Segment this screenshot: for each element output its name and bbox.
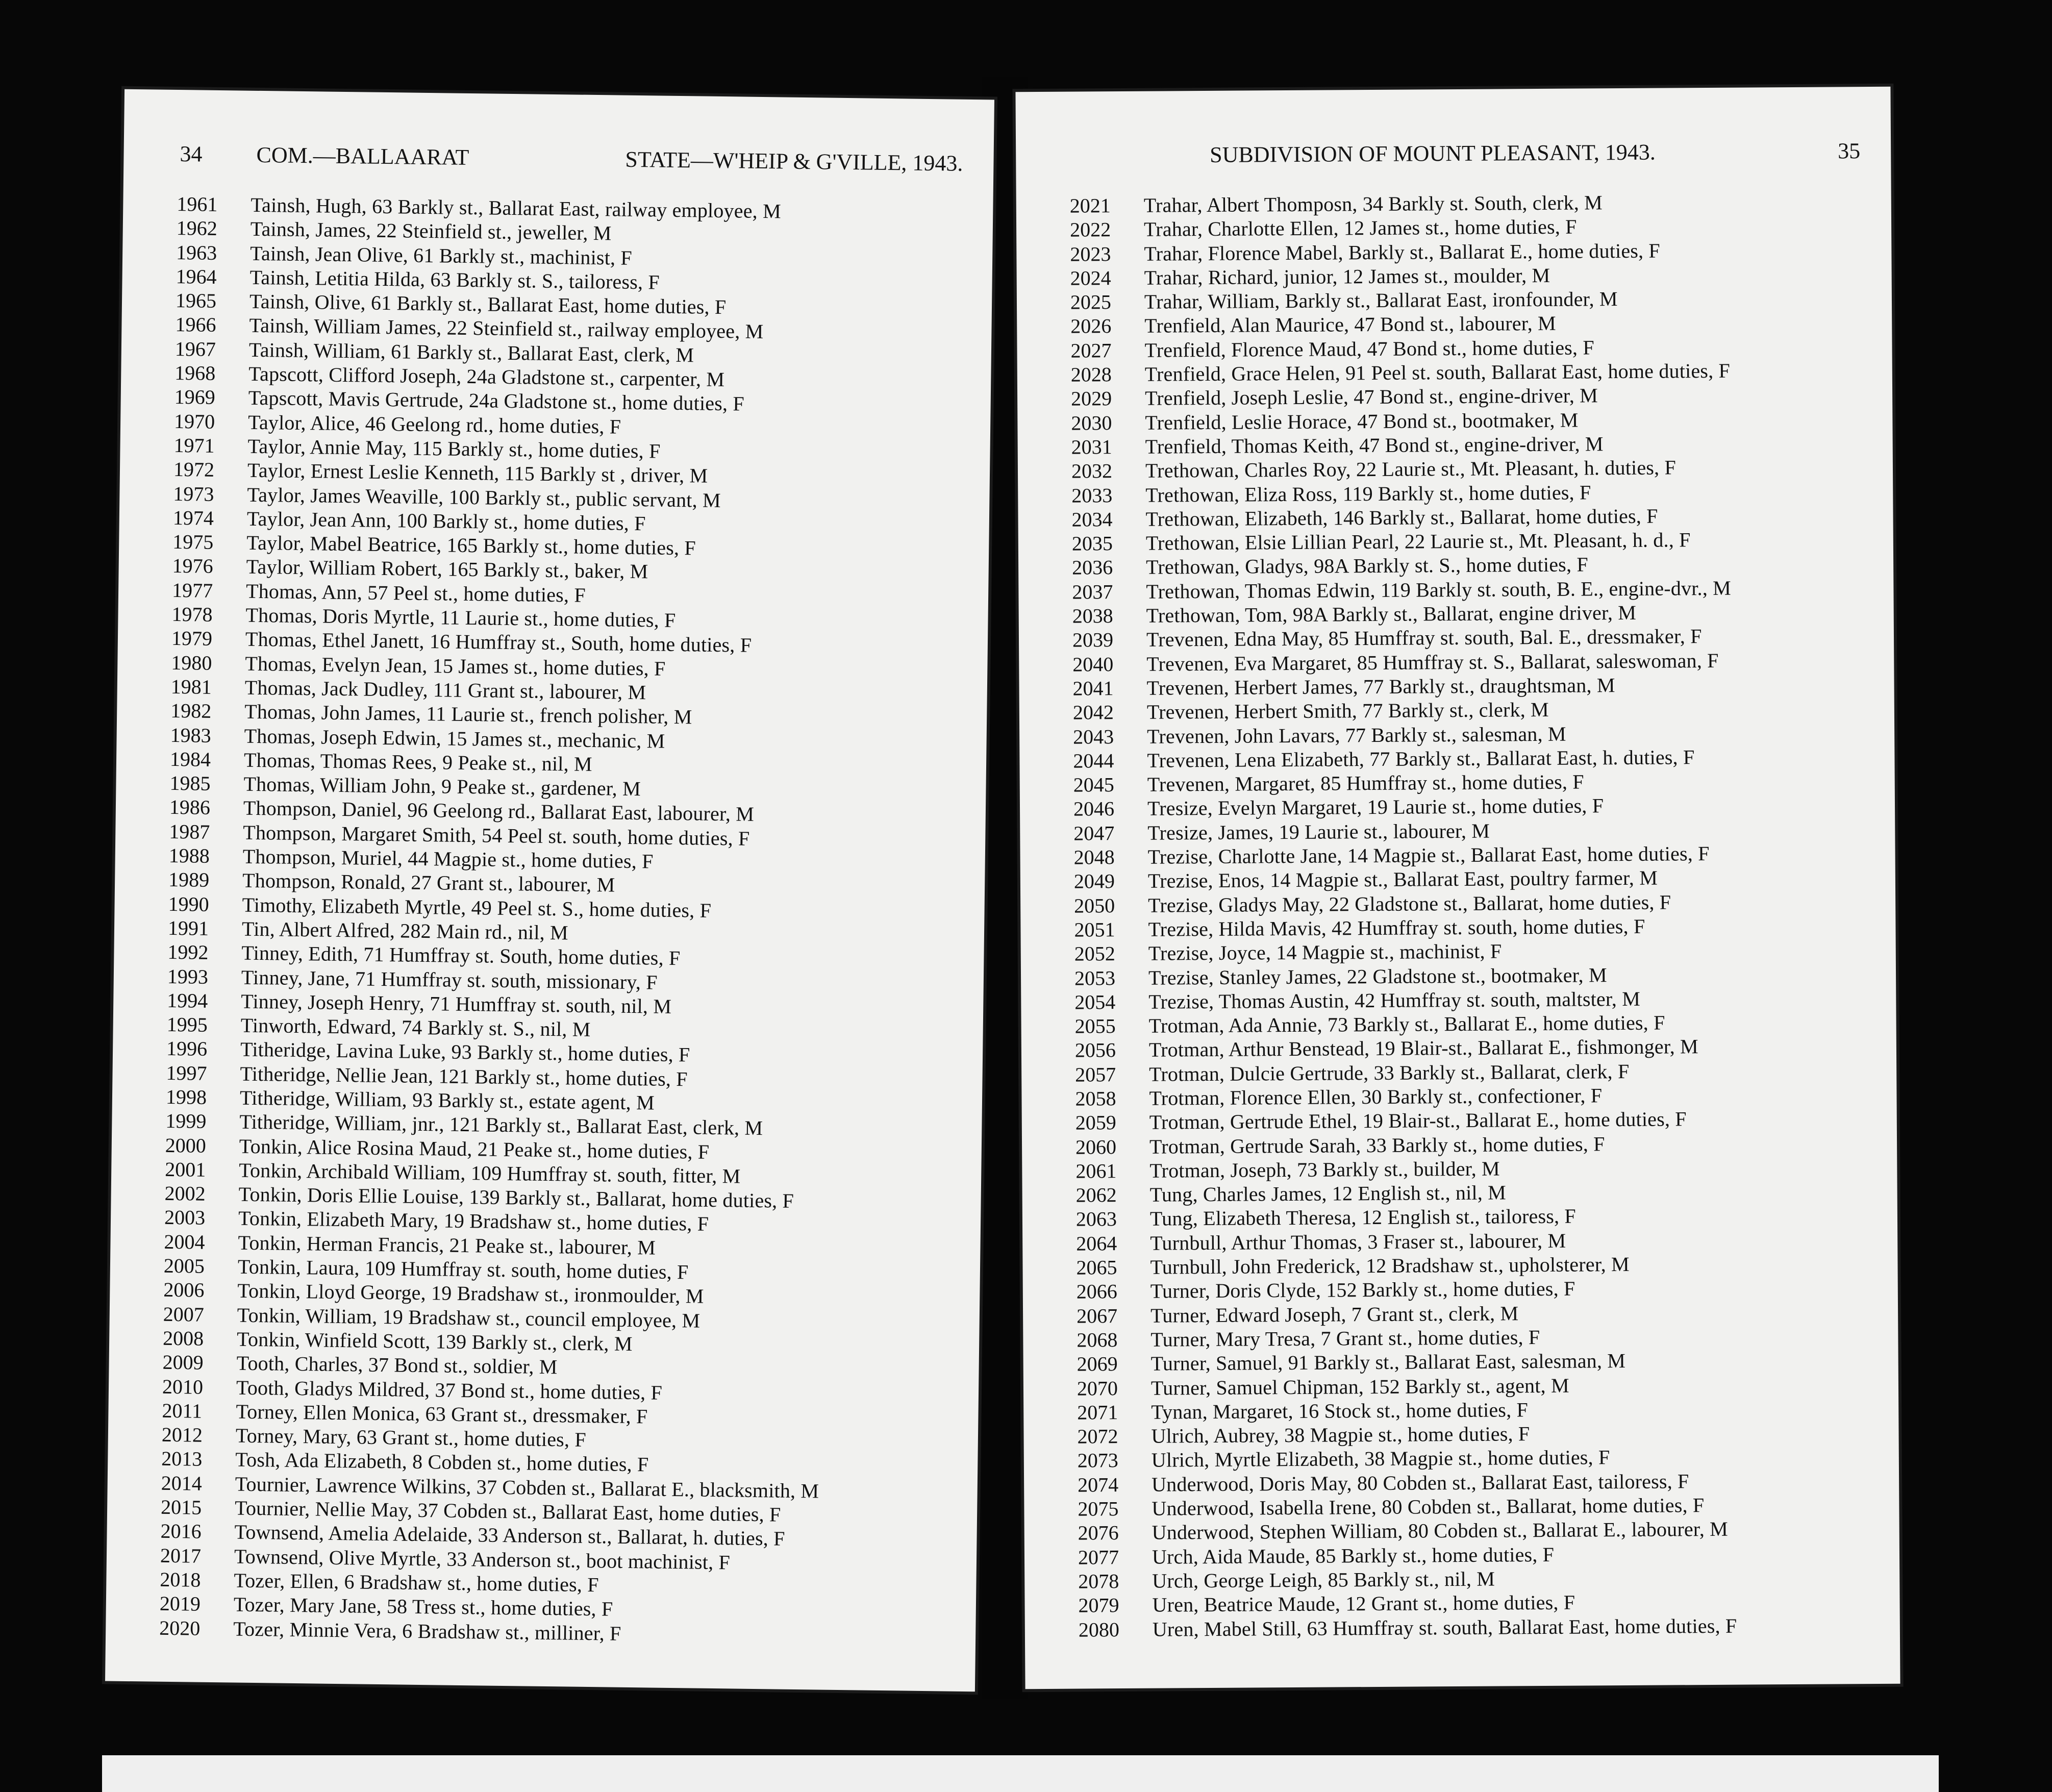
entry-number: 1998	[165, 1085, 207, 1109]
entry-number: 2010	[162, 1375, 204, 1399]
entry-number: 2024	[1070, 266, 1111, 290]
left-entry-list	[159, 192, 973, 1650]
entry-text: Thomas, Doris Myrtle, 11 Laurie st., home duties, F	[245, 603, 676, 632]
entry-number: 1989	[168, 868, 210, 892]
entry-number: 1995	[166, 1012, 208, 1036]
entry-text: Trethowan, Elizabeth, 146 Barkly st., Ballarat, home duties, F	[1145, 504, 1658, 531]
entry-number: 1982	[170, 699, 212, 723]
entry-number: 2053	[1074, 966, 1116, 990]
entry-text: Tinney, Edith, 71 Humffray st. South, home duties, F	[241, 941, 681, 970]
entry-text: Tresize, Evelyn Margaret, 19 Laurie st., home duties, F	[1147, 794, 1604, 820]
entry-number: 2057	[1075, 1062, 1116, 1086]
entry-number: 1992	[167, 940, 209, 964]
entry-text: Trethowan, Tom, 98A Barkly st., Ballarat, engine driver, M	[1146, 601, 1637, 627]
entry-text: Tonkin, Doris Ellie Louise, 139 Barkly st., Ballarat, home duties, F	[238, 1182, 794, 1213]
entry-number: 2042	[1072, 701, 1114, 724]
entry-number: 2016	[160, 1520, 202, 1544]
entry-text: Thomas, William John, 9 Peake st., gardener, M	[243, 772, 641, 801]
entry-text: Tozer, Mary Jane, 58 Tress st., home duties, F	[233, 1592, 613, 1621]
left-page	[105, 89, 994, 1692]
right-page	[1015, 87, 1900, 1689]
entry-text: Tozer, Minnie Vera, 6 Bradshaw st., milliner, F	[233, 1617, 621, 1645]
entry-text: Townsend, Amelia Adelaide, 33 Anderson st., Ballarat, h. duties, F	[234, 1520, 785, 1551]
entry-number: 2051	[1074, 918, 1115, 941]
entry-text: Turner, Samuel Chipman, 152 Barkly st., agent, M	[1150, 1374, 1569, 1400]
entry-text: Taylor, James Weaville, 100 Barkly st., public servant, M	[247, 483, 721, 512]
entry-text: Townsend, Olive Myrtle, 33 Anderson st., boot machinist, F	[234, 1545, 731, 1574]
entry-text: Urch, George Leigh, 85 Barkly st., nil, M	[1152, 1567, 1495, 1592]
entry-number: 2009	[162, 1351, 204, 1375]
entry-text: Taylor, William Robert, 165 Barkly st., baker, M	[246, 555, 648, 583]
entry-text: Ulrich, Aubrey, 38 Magpie st., home duties, F	[1151, 1422, 1530, 1448]
entry-number: 1986	[169, 795, 211, 819]
next-page-edge	[102, 1755, 1939, 1792]
entry-number: 2036	[1072, 556, 1113, 580]
entry-number: 1984	[169, 747, 211, 771]
entry-text: Thomas, John James, 11 Laurie st., french polisher, M	[244, 700, 692, 729]
entry-number: 2052	[1074, 942, 1115, 965]
left-header-title: COM.—BALLAARAT	[256, 142, 469, 170]
entry-number: 1990	[168, 892, 209, 916]
entry-number: 2074	[1077, 1473, 1119, 1497]
entry-text: Uren, Beatrice Maude, 12 Grant st., home duties, F	[1152, 1590, 1575, 1616]
entry-text: Trevenen, Herbert Smith, 77 Barkly st., clerk, M	[1146, 698, 1549, 724]
entry-text: Tozer, Ellen, 6 Bradshaw st., home duties, F	[234, 1569, 599, 1597]
entry-number: 2039	[1072, 628, 1114, 652]
entry-text: Tonkin, Winfield Scott, 139 Barkly st., clerk, M	[236, 1327, 633, 1355]
entry-number: 1993	[167, 964, 209, 988]
entry-text: Tapscott, Mavis Gertrude, 24a Gladstone st., home duties, F	[248, 386, 745, 415]
entry-number: 1964	[176, 264, 217, 288]
entry-number: 2002	[164, 1181, 206, 1205]
entry-number: 1987	[169, 819, 210, 843]
entry-text: Titheridge, William, 93 Barkly st., estate agent, M	[239, 1086, 655, 1114]
entry-number: 1981	[170, 675, 212, 699]
entry-number: 2023	[1070, 242, 1111, 266]
entry-number: 1970	[173, 409, 215, 433]
entry-number: 2030	[1071, 411, 1112, 435]
entry-text: Thomas, Jack Dudley, 111 Grant st., labourer, M	[244, 676, 646, 704]
entry-number: 2001	[164, 1157, 206, 1181]
entry-number: 1967	[174, 337, 216, 361]
entry-text: Trotman, Ada Annie, 73 Barkly st., Ballarat E., home duties, F	[1148, 1011, 1665, 1037]
entry-number: 2035	[1071, 532, 1113, 555]
entry-text: Trenfield, Alan Maurice, 47 Bond st., labourer, M	[1144, 312, 1556, 338]
entry-text: Torney, Mary, 63 Grant st., home duties, F	[235, 1424, 587, 1452]
entry-number: 2056	[1074, 1038, 1116, 1062]
entry-text: Titheridge, Nellie Jean, 121 Barkly st., home duties, F	[240, 1062, 688, 1091]
entry-number: 2037	[1072, 580, 1113, 604]
entry-text: Trahar, Charlotte Ellen, 12 James st., home duties, F	[1143, 215, 1577, 241]
entry-number: 1976	[172, 554, 213, 578]
entry-number: 1997	[166, 1061, 207, 1085]
entry-number: 1985	[169, 771, 211, 795]
list-item	[1079, 1612, 1880, 1641]
entry-number: 1973	[173, 482, 214, 506]
entry-number: 2067	[1076, 1304, 1118, 1328]
entry-text: Taylor, Alice, 46 Geelong rd., home duties, F	[247, 410, 621, 438]
entry-text: Trevenen, Margaret, 85 Humffray st., home duties, F	[1147, 770, 1584, 796]
entry-text: Tynan, Margaret, 16 Stock st., home duties, F	[1151, 1398, 1529, 1424]
entry-number: 2049	[1073, 869, 1115, 893]
entry-text: Trenfield, Joseph Leslie, 47 Bond st., engine-driver, M	[1144, 384, 1598, 410]
entry-text: Tournier, Lawrence Wilkins, 37 Cobden st., Ballarat E., blacksmith, M	[235, 1472, 819, 1503]
entry-number: 2072	[1077, 1425, 1118, 1448]
entry-number: 2058	[1075, 1087, 1116, 1110]
entry-text: Tainsh, Letitia Hilda, 63 Barkly st. S., tailoress, F	[249, 265, 660, 294]
entry-number: 2003	[164, 1206, 206, 1230]
entry-number: 2033	[1071, 483, 1113, 507]
entry-number: 2050	[1074, 893, 1115, 917]
entry-number: 1972	[173, 458, 215, 482]
entry-number: 2004	[164, 1230, 205, 1254]
entry-text: Urch, Aida Maude, 85 Barkly st., home duties, F	[1152, 1542, 1555, 1569]
entry-number: 2019	[159, 1591, 201, 1615]
entry-number: 2070	[1077, 1376, 1118, 1400]
entry-number: 1983	[170, 723, 211, 747]
entry-number: 2063	[1075, 1207, 1117, 1231]
entry-text: Turner, Samuel, 91 Barkly st., Ballarat East, salesman, M	[1150, 1349, 1626, 1375]
entry-text: Underwood, Stephen William, 80 Cobden st., Ballarat E., labourer, M	[1152, 1517, 1729, 1545]
entry-text: Tainsh, William, 61 Barkly st., Ballarat East, clerk, M	[248, 338, 694, 367]
entry-number: 1971	[173, 433, 215, 457]
entry-number: 2077	[1078, 1545, 1119, 1569]
entry-text: Titheridge, Lavina Luke, 93 Barkly st., home duties, F	[240, 1038, 690, 1066]
entry-text: Ulrich, Myrtle Elizabeth, 38 Magpie st., home duties, F	[1151, 1446, 1610, 1472]
entry-number: 2059	[1075, 1111, 1116, 1134]
entry-number: 2025	[1070, 290, 1112, 314]
entry-number: 1963	[176, 240, 217, 264]
left-page-number: 34	[180, 141, 203, 167]
entry-number: 2026	[1070, 314, 1112, 338]
entry-text: Tapscott, Clifford Joseph, 24a Gladstone st., carpenter, M	[248, 362, 725, 391]
entry-text: Trezise, Thomas Austin, 42 Humffray st. south, maltster, M	[1148, 987, 1641, 1013]
entry-number: 1968	[174, 361, 216, 385]
entry-text: Trevenen, Herbert James, 77 Barkly st., draughtsman, M	[1146, 674, 1615, 700]
entry-text: Thompson, Daniel, 96 Geelong rd., Ballarat East, labourer, M	[243, 797, 755, 826]
entry-text: Tung, Elizabeth Theresa, 12 English st., tailoress, F	[1149, 1205, 1576, 1231]
entry-number: 1991	[167, 916, 209, 940]
entry-text: Tainsh, William James, 22 Steinfield st., railway employee, M	[249, 314, 764, 343]
entry-text: Taylor, Ernest Leslie Kenneth, 115 Barkly st , driver, M	[247, 458, 708, 487]
entry-text: Trenfield, Florence Maud, 47 Bond st., home duties, F	[1144, 336, 1594, 362]
entry-number: 2015	[160, 1495, 202, 1519]
entry-text: Tinney, Jane, 71 Humffray st. south, missionary, F	[241, 965, 658, 994]
entry-number: 2069	[1077, 1352, 1118, 1376]
entry-text: Tinworth, Edward, 74 Barkly st. S., nil, M	[240, 1013, 591, 1041]
entry-text: Thomas, Ethel Janett, 16 Humffray st., South, home duties, F	[245, 628, 752, 657]
entry-text: Tonkin, Elizabeth Mary, 19 Bradshaw st., home duties, F	[238, 1207, 709, 1236]
entry-text: Tainsh, James, 22 Steinfield st., jeweller, M	[250, 217, 612, 245]
entry-text: Turnbull, Arthur Thomas, 3 Fraser st., labourer, M	[1150, 1229, 1566, 1255]
entry-number: 1962	[176, 216, 218, 240]
entry-text: Trahar, William, Barkly st., Ballarat East, ironfounder, M	[1144, 287, 1618, 313]
entry-number: 2028	[1070, 363, 1112, 386]
entry-text: Turner, Edward Joseph, 7 Grant st., clerk, M	[1150, 1301, 1519, 1327]
entry-text: Trotman, Gertrude Sarah, 33 Barkly st., home duties, F	[1149, 1132, 1605, 1158]
entry-number: 2013	[161, 1447, 203, 1471]
entry-text: Trotman, Joseph, 73 Barkly st., builder, M	[1149, 1157, 1500, 1182]
entry-number: 2014	[161, 1471, 203, 1495]
entry-number: 2018	[160, 1567, 201, 1591]
entry-text: Tainsh, Jean Olive, 61 Barkly st., machinist, F	[249, 241, 633, 269]
entry-number: 2006	[163, 1278, 205, 1302]
entry-text: Trethowan, Charles Roy, 22 Laurie st., Mt. Pleasant, h. duties, F	[1145, 456, 1676, 482]
entry-text: Tung, Charles James, 12 English st., nil, M	[1149, 1181, 1507, 1206]
entry-number: 2068	[1077, 1328, 1118, 1352]
entry-number: 2044	[1073, 749, 1114, 773]
entry-number: 2061	[1075, 1159, 1117, 1183]
entry-number: 2020	[159, 1616, 201, 1640]
entry-text: Tournier, Nellie May, 37 Cobden st., Ballarat East, home duties, F	[234, 1496, 781, 1526]
entry-text: Titheridge, William, jnr., 121 Barkly st., Ballarat East, clerk, M	[239, 1110, 763, 1140]
entry-number: 1974	[172, 506, 214, 530]
entry-text: Trenfield, Grace Helen, 91 Peel st. south, Ballarat East, home duties, F	[1144, 359, 1731, 386]
entry-number: 2066	[1076, 1280, 1117, 1303]
entry-number: 1980	[171, 651, 212, 675]
entry-text: Tooth, Charles, 37 Bond st., soldier, M	[236, 1351, 558, 1379]
left-page-header	[180, 141, 963, 186]
entry-text: Tonkin, William, 19 Bradshaw st., council employee, M	[237, 1303, 700, 1332]
entry-number: 2007	[163, 1302, 205, 1326]
entry-number: 2062	[1075, 1183, 1117, 1207]
entry-number: 2060	[1075, 1135, 1117, 1159]
entry-number: 2000	[165, 1133, 207, 1157]
entry-text: Turner, Doris Clyde, 152 Barkly st., home duties, F	[1150, 1277, 1575, 1303]
entry-number: 1969	[174, 385, 216, 409]
entry-number: 2032	[1071, 459, 1113, 483]
entry-text: Trenfield, Thomas Keith, 47 Bond st., engine-driver, M	[1145, 432, 1604, 458]
entry-text: Trahar, Richard, junior, 12 James st., moulder, M	[1144, 263, 1550, 289]
entry-text: Tresize, James, 19 Laurie st., labourer, M	[1147, 819, 1490, 844]
entry-text: Tonkin, Archibald William, 109 Humffray st. south, fitter, M	[238, 1158, 741, 1188]
entry-text: Tooth, Gladys Mildred, 37 Bond st., home duties, F	[236, 1376, 663, 1404]
entry-text: Trethowan, Gladys, 98A Barkly st. S., home duties, F	[1146, 553, 1588, 579]
entry-number: 2080	[1078, 1617, 1120, 1641]
entry-text: Trezise, Enos, 14 Magpie st., Ballarat East, poultry farmer, M	[1147, 866, 1658, 893]
entry-text: Thompson, Margaret Smith, 54 Peel st. south, home duties, F	[243, 820, 750, 850]
entry-text: Timothy, Elizabeth Myrtle, 49 Peel st. S., home duties, F	[242, 893, 712, 922]
entry-number: 2073	[1077, 1449, 1118, 1473]
entry-text: Thomas, Ann, 57 Peel st., home duties, F	[245, 579, 586, 607]
entry-number: 2048	[1073, 845, 1115, 869]
entry-text: Trethowan, Eliza Ross, 119 Barkly st., home duties, F	[1145, 480, 1591, 507]
entry-text: Tonkin, Laura, 109 Humffray st. south, home duties, F	[237, 1255, 689, 1284]
entry-text: Thompson, Muriel, 44 Magpie st., home duties, F	[242, 844, 654, 873]
entry-number: 2038	[1072, 604, 1113, 628]
entry-number: 2031	[1071, 435, 1112, 459]
entry-text: Trahar, Florence Mabel, Barkly st., Ballarat E., home duties, F	[1144, 239, 1661, 265]
entry-text: Taylor, Jean Ann, 100 Barkly st., home duties, F	[246, 507, 646, 535]
entry-text: Thomas, Thomas Rees, 9 Peake st., nil, M	[243, 748, 593, 776]
entry-number: 2040	[1072, 652, 1114, 676]
entry-text: Trotman, Dulcie Gertrude, 33 Barkly st., Ballarat, clerk, F	[1149, 1059, 1630, 1086]
entry-number: 1961	[177, 192, 218, 216]
entry-text: Trenfield, Leslie Horace, 47 Bond st., bootmaker, M	[1145, 408, 1579, 434]
entry-text: Trezise, Hilda Mavis, 42 Humffray st. south, home duties, F	[1148, 914, 1645, 941]
entry-text: Trevenen, Lena Elizabeth, 77 Barkly st., Ballarat East, h. duties, F	[1147, 745, 1695, 772]
entry-text: Underwood, Isabella Irene, 80 Cobden st., Ballarat, home duties, F	[1152, 1494, 1705, 1520]
entry-number: 1999	[165, 1109, 207, 1133]
right-page-number: 35	[1838, 138, 1861, 164]
entry-number: 2022	[1069, 218, 1111, 241]
entry-text: Taylor, Mabel Beatrice, 165 Barkly st., home duties, F	[246, 531, 696, 560]
entry-number: 2071	[1077, 1400, 1118, 1424]
entry-number: 1965	[175, 289, 217, 313]
entry-text: Thomas, Evelyn Jean, 15 James st., home duties, F	[245, 652, 666, 680]
entry-text: Tainsh, Hugh, 63 Barkly st., Ballarat East, railway employee, M	[251, 193, 782, 223]
entry-text: Thompson, Ronald, 27 Grant st., labourer, M	[242, 868, 615, 897]
entry-number: 2005	[163, 1254, 205, 1278]
entry-text: Turnbull, John Frederick, 12 Bradshaw st., upholsterer, M	[1150, 1253, 1630, 1279]
left-header-subtitle: STATE—W'HEIP & G'VILLE, 1943.	[625, 146, 963, 176]
entry-number: 2012	[161, 1423, 203, 1447]
entry-text: Trevenen, Edna May, 85 Humffray st. south, Bal. E., dressmaker, F	[1146, 625, 1702, 652]
entry-number: 2029	[1070, 387, 1112, 410]
entry-text: Tosh, Ada Elizabeth, 8 Cobden st., home duties, F	[235, 1448, 649, 1476]
entry-text: Tin, Albert Alfred, 282 Main rd., nil, M	[241, 917, 569, 944]
entry-text: Tainsh, Olive, 61 Barkly st., Ballarat East, home duties, F	[249, 289, 727, 319]
entry-number: 1988	[168, 843, 210, 867]
entry-text: Tinney, Joseph Henry, 71 Humffray st. south, nil, M	[241, 989, 672, 1018]
entry-number: 2065	[1076, 1256, 1117, 1279]
entry-number: 2054	[1074, 990, 1116, 1014]
entry-number: 2011	[162, 1399, 203, 1423]
entry-number: 2021	[1069, 194, 1111, 217]
entry-number: 2076	[1078, 1521, 1119, 1545]
entry-text: Underwood, Doris May, 80 Cobden st., Ballarat East, tailoress, F	[1151, 1469, 1689, 1496]
entry-number: 2047	[1073, 821, 1115, 845]
entry-text: Uren, Mabel Still, 63 Humffray st. south, Ballarat East, home duties, F	[1152, 1614, 1737, 1641]
entry-number: 2045	[1073, 773, 1114, 797]
entry-text: Trezise, Gladys May, 22 Gladstone st., Ballarat, home duties, F	[1148, 890, 1671, 917]
entry-text: Trotman, Gertrude Ethel, 19 Blair-st., Ballarat E., home duties, F	[1149, 1107, 1687, 1134]
entry-text: Thomas, Joseph Edwin, 15 James st., mechanic, M	[244, 724, 665, 753]
entry-text: Taylor, Annie May, 115 Barkly st., home duties, F	[247, 434, 661, 463]
entry-number: 2078	[1078, 1570, 1119, 1593]
entry-text: Trotman, Florence Ellen, 30 Barkly st., confectioner, F	[1149, 1084, 1603, 1110]
entry-text: Trevenen, John Lavars, 77 Barkly st., salesman, M	[1147, 722, 1566, 748]
entry-text: Trezise, Stanley James, 22 Gladstone st., bootmaker, M	[1148, 963, 1607, 989]
entry-number: 2055	[1074, 1014, 1116, 1038]
entry-text: Trahar, Albert Thomposn, 34 Barkly st. South, clerk, M	[1143, 191, 1603, 217]
entry-number: 1966	[175, 313, 216, 337]
right-page-header	[1072, 138, 1860, 178]
entry-number: 1977	[171, 578, 213, 602]
entry-text: Trotman, Arthur Benstead, 19 Blair-st., Ballarat E., fishmonger, M	[1148, 1035, 1698, 1062]
entry-number: 2043	[1073, 725, 1114, 749]
entry-number: 2064	[1076, 1231, 1117, 1255]
entry-number: 2034	[1071, 507, 1113, 531]
entry-text: Tonkin, Lloyd George, 19 Bradshaw st., ironmoulder, M	[237, 1279, 704, 1308]
entry-text: Trezise, Joyce, 14 Magpie st., machinist, F	[1148, 939, 1502, 965]
entry-text: Tonkin, Alice Rosina Maud, 21 Peake st., home duties, F	[239, 1134, 710, 1163]
right-entry-list	[1070, 189, 1880, 1641]
entry-text: Torney, Ellen Monica, 63 Grant st., dressmaker, F	[236, 1400, 648, 1428]
entry-text: Trezise, Charlotte Jane, 14 Magpie st., Ballarat East, home duties, F	[1147, 842, 1710, 868]
entry-number: 1978	[171, 602, 213, 626]
entry-number: 2079	[1078, 1594, 1119, 1617]
entry-number: 1994	[167, 988, 208, 1012]
entry-number: 2017	[160, 1544, 202, 1567]
entry-number: 2075	[1078, 1497, 1119, 1521]
entry-text: Turner, Mary Tresa, 7 Grant st., home duties, F	[1150, 1325, 1540, 1351]
entry-number: 2046	[1073, 797, 1115, 821]
entry-text: Trevenen, Eva Margaret, 85 Humffray st. S., Ballarat, saleswoman, F	[1146, 649, 1719, 676]
entry-number: 2027	[1070, 338, 1112, 362]
right-header-title: SUBDIVISION OF MOUNT PLEASANT, 1943.	[1210, 139, 1656, 167]
entry-number: 2008	[162, 1326, 204, 1350]
entry-text: Tonkin, Herman Francis, 21 Peake st., labourer, M	[238, 1231, 656, 1259]
entry-number: 1975	[172, 530, 214, 554]
entry-number: 1996	[166, 1037, 208, 1061]
entry-number: 1979	[171, 627, 213, 651]
entry-text: Trethowan, Elsie Lillian Pearl, 22 Laurie st., Mt. Pleasant, h. d., F	[1145, 528, 1691, 555]
entry-number: 2041	[1072, 677, 1114, 700]
entry-text: Trethowan, Thomas Edwin, 119 Barkly st. south, B. E., engine-dvr., M	[1146, 576, 1732, 603]
